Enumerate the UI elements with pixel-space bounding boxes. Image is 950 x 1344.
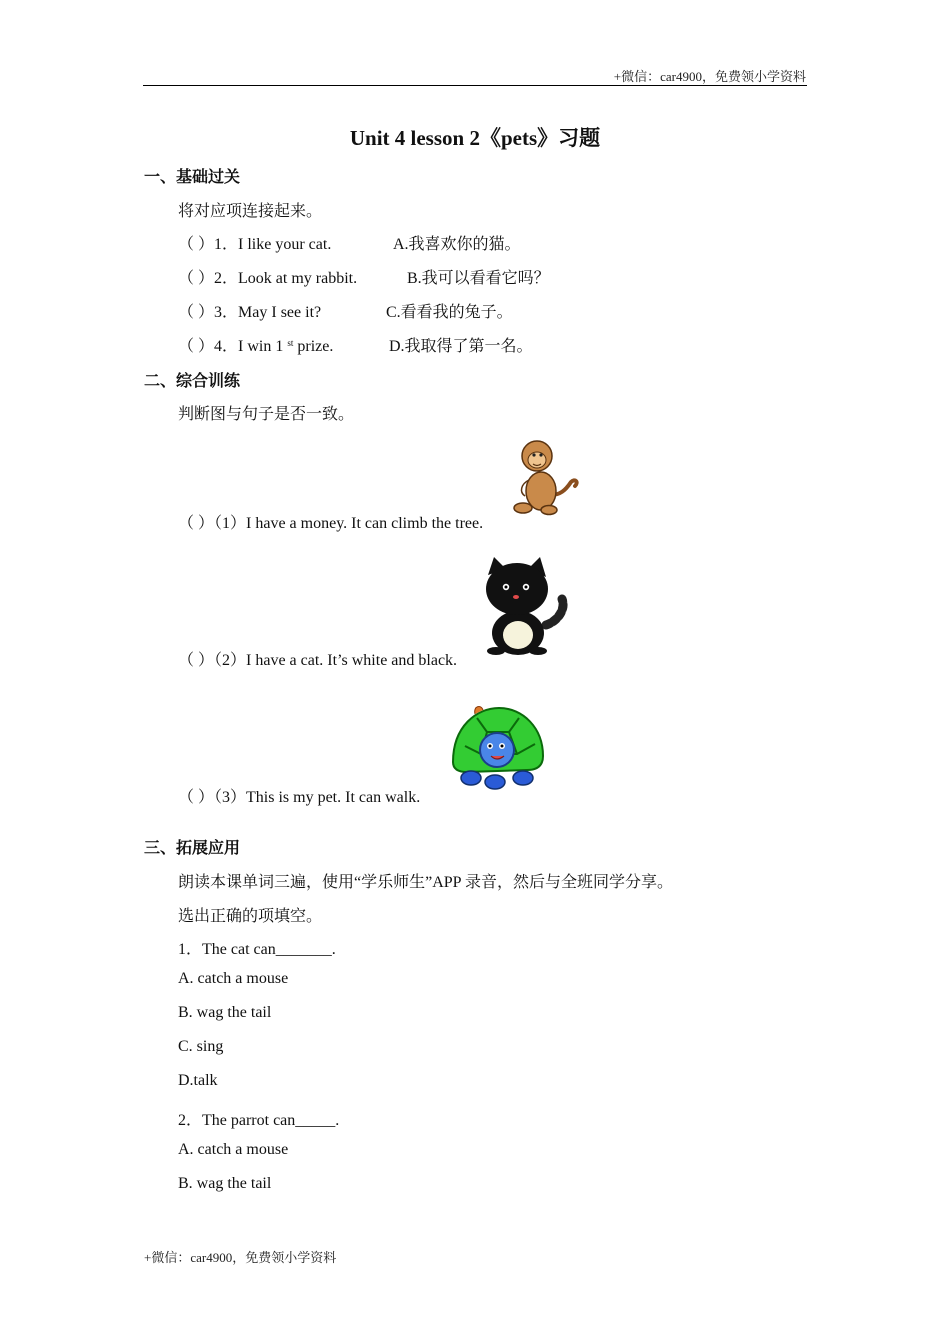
header-note: +微信：car4900，免费领小学资料 (613, 69, 806, 84)
footer-note: +微信：car4900，免费领小学资料 (144, 1250, 337, 1265)
answer-blank[interactable]: （ ） (178, 789, 215, 806)
question-1-option[interactable]: B. wag the tail (178, 1004, 272, 1021)
chinese-option: B.我可以看看它吗？ (407, 270, 550, 287)
matching-item (178, 333, 333, 356)
answer-blank[interactable]: （ ） (178, 515, 215, 532)
judge-item (178, 784, 420, 807)
item-number: 3． (214, 304, 239, 321)
answer-blank[interactable]: （ ） (178, 304, 215, 321)
matching-item (178, 231, 331, 254)
question-1-option[interactable]: A. catch a mouse (178, 970, 289, 987)
matching-item (178, 265, 357, 288)
choice-instruction: 选出正确的项填空。 (178, 908, 323, 925)
turtle-picture (447, 702, 547, 794)
section-1-heading: 一、基础过关 (144, 169, 241, 186)
answer-blank[interactable]: （ ） (178, 338, 215, 355)
chinese-option: C.看看我的兔子。 (386, 304, 513, 321)
section-2-instruction: 判断图与句子是否一致。 (178, 406, 355, 423)
header-divider (143, 85, 807, 86)
item-number: 2． (214, 270, 239, 287)
english-sentence-end: prize. (293, 338, 334, 355)
english-sentence: I win 1 (238, 338, 284, 355)
section-1-instruction: 将对应项连接起来。 (178, 203, 323, 220)
question-1-option[interactable]: D.talk (178, 1072, 218, 1089)
answer-blank[interactable]: （ ） (178, 270, 215, 287)
monkey-picture (505, 436, 581, 518)
question-2-option[interactable]: B. wag the tail (178, 1175, 272, 1192)
section-3-heading: 三、拓展应用 (144, 840, 241, 857)
black-cat-picture (478, 555, 576, 657)
judge-sentence: （1）I have a money. It can climb the tree. (214, 515, 484, 532)
chinese-option: D.我取得了第一名。 (389, 338, 533, 355)
question-1-stem: 1．The cat can_______. (178, 941, 336, 958)
item-number: 4． (214, 338, 239, 355)
page-title: Unit 4 lesson 2《pets》习题 (349, 126, 601, 150)
english-sentence: I like your cat. (238, 236, 332, 253)
judge-item (178, 647, 457, 670)
answer-blank[interactable]: （ ） (178, 652, 215, 669)
question-1-option[interactable]: C. sing (178, 1038, 224, 1055)
matching-item (178, 299, 321, 322)
ordinal-suffix: st (287, 338, 294, 348)
item-number: 1． (214, 236, 239, 253)
english-sentence: May I see it? (238, 304, 322, 321)
english-sentence: Look at my rabbit. (238, 270, 358, 287)
judge-sentence: （3）This is my pet. It can walk. (214, 789, 421, 806)
answer-blank[interactable]: （ ） (178, 236, 215, 253)
judge-item (178, 510, 483, 533)
question-2-stem: 2．The parrot can_____. (178, 1112, 340, 1129)
section-2-heading: 二、综合训练 (144, 373, 241, 390)
recording-instruction: 朗读本课单词三遍，使用“学乐师生”APP 录音，然后与全班同学分享。 (178, 874, 673, 891)
chinese-option: A.我喜欢你的猫。 (393, 236, 521, 253)
judge-sentence: （2）I have a cat. It’s white and black. (214, 652, 458, 669)
question-2-option[interactable]: A. catch a mouse (178, 1141, 289, 1158)
